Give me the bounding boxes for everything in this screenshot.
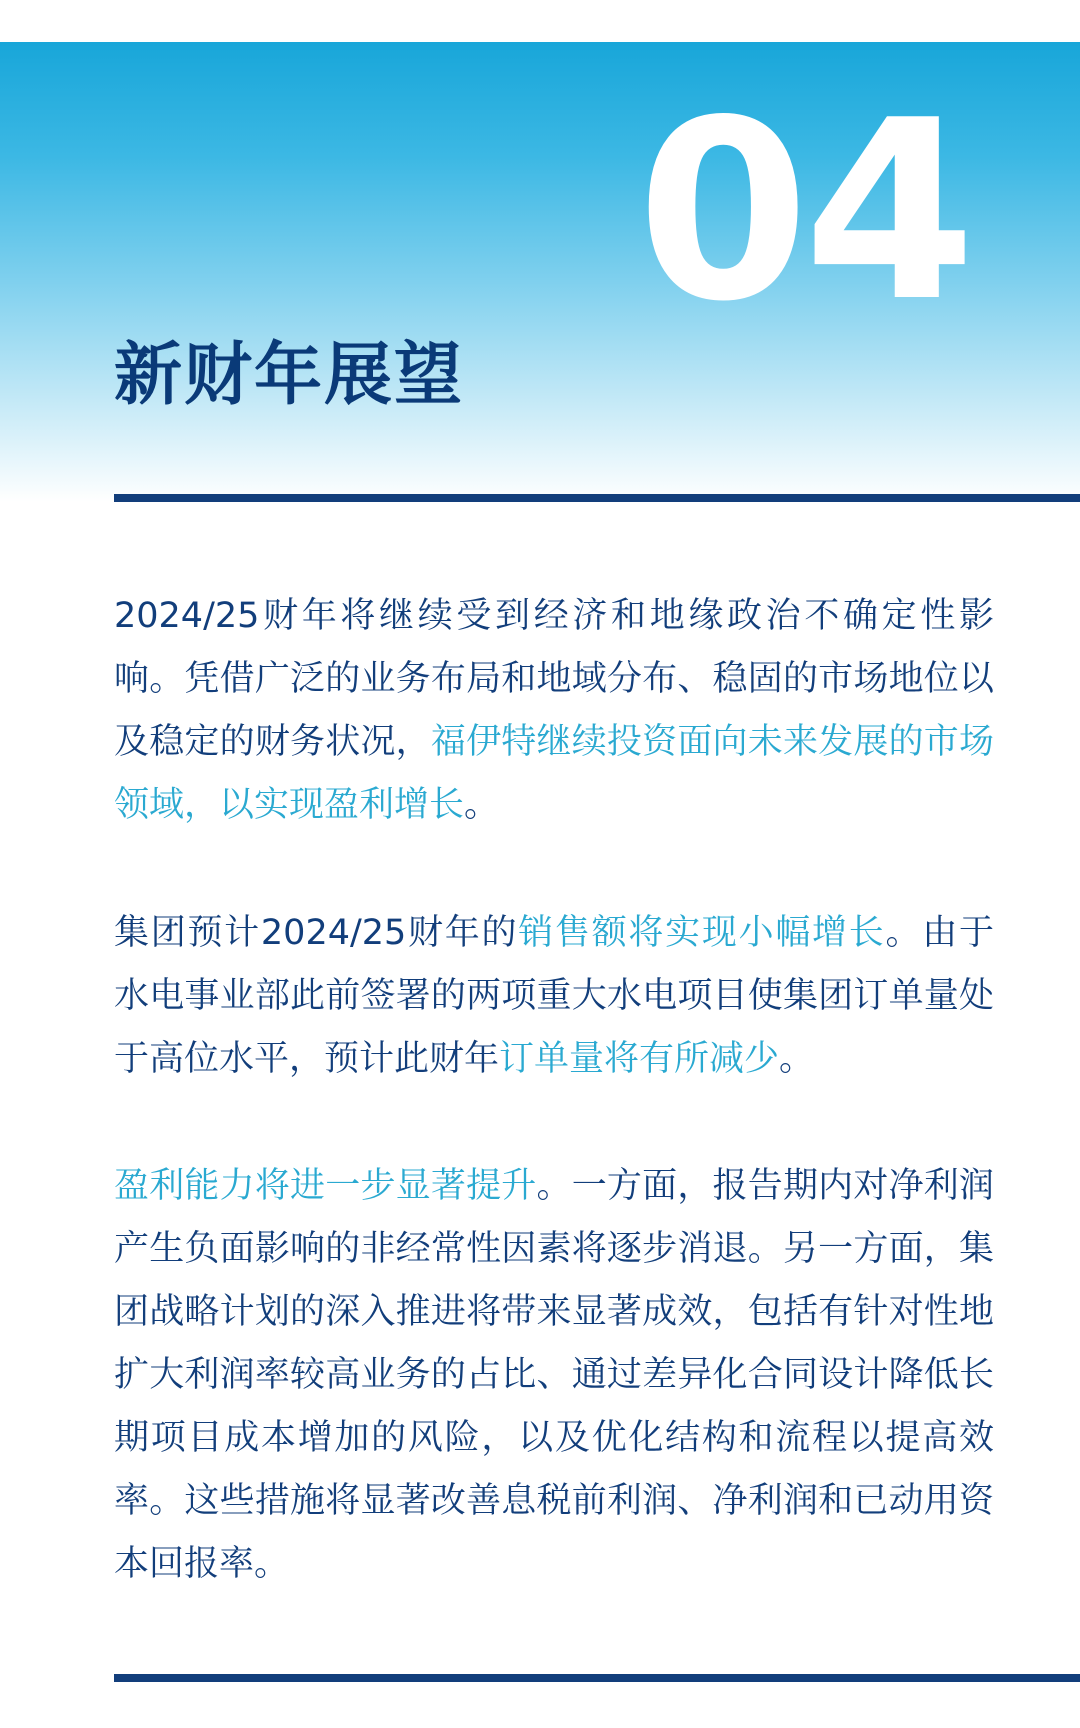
top-divider <box>114 494 1080 502</box>
section-title: 新财年展望 <box>114 336 465 415</box>
highlight-text: 盈利能力将进一步显著提升 <box>114 1166 537 1206</box>
paragraph-profitability <box>114 1155 994 1596</box>
paragraph-text: 。一方面，报告期内对净利润产生负面影响的非经常性因素将逐步消退。另一方面，集团战略计划的深入推进将带来显著成效，包括有针对性地扩大利润率较高业务的占比、通过差异化合同设计降低长期项目成本增加的风险，以及优化结构和流程以提高效率。这些措施将显著改善息税前利润、净利润和已动用资本回报率。 <box>114 1166 994 1584</box>
paragraph-text: 。 <box>779 1039 815 1079</box>
paragraph-outlook <box>114 585 994 837</box>
bottom-divider <box>114 1674 1080 1682</box>
paragraph-text: 集团预计2024/25财年的 <box>114 913 519 953</box>
paragraph-text: 。 <box>464 785 500 825</box>
section-number: 04 <box>636 68 970 356</box>
highlight-text: 订单量将有所减少 <box>499 1039 780 1079</box>
paragraph-sales <box>114 902 994 1091</box>
highlight-text: 销售额将实现小幅增长 <box>518 913 886 953</box>
paragraph-text: 2024/25财年将继续受到经济和地缘政治不确定性影响。凭借广泛的业务布局和地域分布、稳固的市场地位以及稳定的财务状况， <box>114 596 994 762</box>
highlight-text: 福伊特继续投资面向未来发展的市场领域，以实现盈利增长 <box>114 722 994 825</box>
paragraph-text: 。由于水电事业部此前签署的两项重大水电项目使集团订单量处于高位水平，预计此财年 <box>114 913 994 1079</box>
